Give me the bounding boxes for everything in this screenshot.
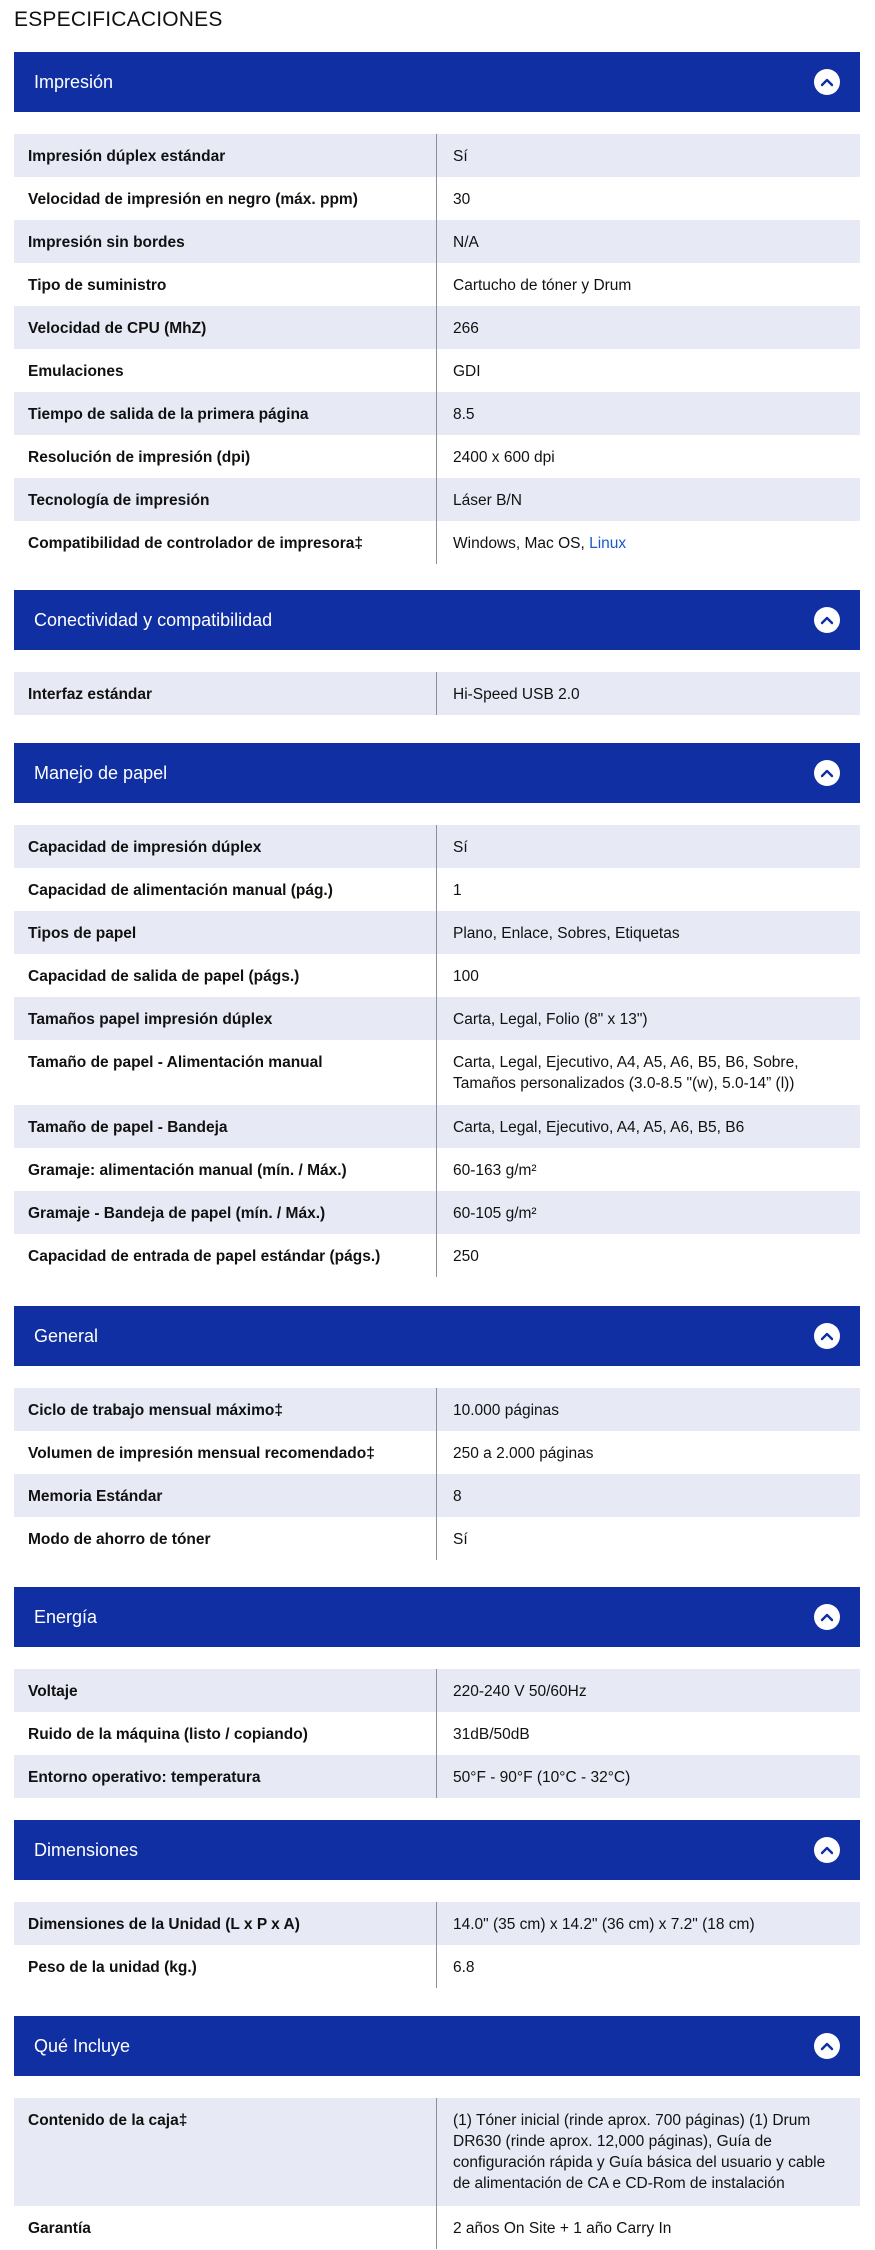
spec-label: Capacidad de entrada de papel estándar (págs.) <box>14 1234 437 1277</box>
spec-value <box>437 478 860 521</box>
spec-label: Modo de ahorro de tóner <box>14 1517 437 1560</box>
table-row <box>14 1755 860 1798</box>
spec-table-manejo-de-papel <box>14 825 860 1277</box>
chevron-up-icon[interactable] <box>814 1837 840 1863</box>
spec-value <box>437 177 860 220</box>
chevron-up-icon[interactable] <box>814 2033 840 2059</box>
spec-label: Impresión dúplex estándar <box>14 134 437 177</box>
table-row <box>14 1712 860 1755</box>
spec-value <box>437 997 860 1040</box>
table-row <box>14 1191 860 1234</box>
table-row <box>14 220 860 263</box>
spec-value <box>437 672 860 715</box>
spec-label: Tecnología de impresión <box>14 478 437 521</box>
spec-table-general <box>14 1388 860 1560</box>
spec-label: Ciclo de trabajo mensual máximo‡ <box>14 1388 437 1431</box>
spec-label: Dimensiones de la Unidad (L x P x A) <box>14 1902 437 1945</box>
spec-value-text: N/A <box>453 234 479 251</box>
table-row <box>14 825 860 868</box>
page-title: ESPECIFICACIONES <box>14 8 223 31</box>
spec-value-text: Sí <box>453 839 468 856</box>
table-row <box>14 997 860 1040</box>
spec-value <box>437 1712 860 1755</box>
spec-label: Capacidad de alimentación manual (pág.) <box>14 868 437 911</box>
table-row <box>14 349 860 392</box>
spec-label: Emulaciones <box>14 349 437 392</box>
table-row <box>14 954 860 997</box>
spec-value-text: Sí <box>453 1531 468 1548</box>
spec-value <box>437 2098 860 2206</box>
spec-value-text: 250 a 2.000 páginas <box>453 1445 594 1462</box>
spec-label: Velocidad de impresión en negro (máx. ppm) <box>14 177 437 220</box>
table-row <box>14 478 860 521</box>
spec-value-text: 10.000 páginas <box>453 1402 560 1419</box>
spec-value <box>437 263 860 306</box>
table-row <box>14 392 860 435</box>
spec-label: Garantía <box>14 2206 437 2249</box>
table-row <box>14 1517 860 1560</box>
spec-value <box>437 349 860 392</box>
spec-label: Velocidad de CPU (MhZ) <box>14 306 437 349</box>
table-row <box>14 1945 860 1988</box>
spec-value <box>437 435 860 478</box>
section-title: General <box>34 1325 99 1346</box>
chevron-up-icon[interactable] <box>814 1323 840 1349</box>
spec-label: Tamaño de papel - Alimentación manual <box>14 1040 437 1105</box>
spec-value-text: 8 <box>453 1488 462 1505</box>
spec-table-energia <box>14 1669 860 1798</box>
spec-value <box>437 220 860 263</box>
spec-value-text: Carta, Legal, Ejecutivo, A4, A5, A6, B5, B6 <box>453 1119 745 1136</box>
section-title: Qué Incluye <box>34 2035 131 2056</box>
spec-label: Capacidad de impresión dúplex <box>14 825 437 868</box>
spec-value <box>437 868 860 911</box>
spec-value <box>437 1234 860 1277</box>
spec-value <box>437 1148 860 1191</box>
spec-label: Tamaños papel impresión dúplex <box>14 997 437 1040</box>
table-row <box>14 1388 860 1431</box>
table-row <box>14 306 860 349</box>
spec-value <box>437 306 860 349</box>
section-header-energia[interactable] <box>14 1587 860 1647</box>
table-row <box>14 1474 860 1517</box>
spec-value-text: Windows, Mac OS, <box>453 535 590 552</box>
spec-value-text: 50°F - 90°F (10°C - 32°C) <box>453 1769 631 1786</box>
spec-label: Tipos de papel <box>14 911 437 954</box>
spec-value-text: Carta, Legal, Folio (8" x 13") <box>453 1011 648 1028</box>
table-row <box>14 1105 860 1148</box>
spec-label: Voltaje <box>14 1669 437 1712</box>
section-header-conectividad-y-compatibilidad[interactable] <box>14 590 860 650</box>
spec-label: Tiempo de salida de la primera página <box>14 392 437 435</box>
table-row <box>14 1902 860 1945</box>
spec-value <box>437 1755 860 1798</box>
spec-value-text: 2 años On Site + 1 año Carry In <box>453 2220 672 2237</box>
spec-table-dimensiones <box>14 1902 860 1988</box>
table-row <box>14 672 860 715</box>
spec-value-text: Cartucho de tóner y Drum <box>453 277 632 294</box>
section-header-impresion[interactable] <box>14 52 860 112</box>
spec-value-text: 60-105 g/m² <box>453 1205 537 1222</box>
spec-value-text: 30 <box>453 191 471 208</box>
spec-value <box>437 1105 860 1148</box>
spec-value-text: 14.0" (35 cm) x 14.2" (36 cm) x 7.2" (18 cm) <box>453 1916 755 1933</box>
spec-value-text: (1) Tóner inicial (rinde aprox. 700 páginas) (1) Drum DR630 (rinde aprox. 12,000 páginas), Guía de configuración rápida y Guía básica del usuario y cable de alimentación de CA e CD-Rom de instalación <box>453 2112 826 2192</box>
spec-value <box>437 825 860 868</box>
table-row <box>14 1669 860 1712</box>
spec-label: Gramaje - Bandeja de papel (mín. / Máx.) <box>14 1191 437 1234</box>
table-row <box>14 2098 860 2206</box>
spec-value <box>437 1669 860 1712</box>
section-header-dimensiones[interactable] <box>14 1820 860 1880</box>
spec-label: Interfaz estándar <box>14 672 437 715</box>
spec-value <box>437 2206 860 2249</box>
spec-value <box>437 1191 860 1234</box>
spec-value-text: 8.5 <box>453 406 475 423</box>
spec-value-text: 100 <box>453 968 479 985</box>
spec-value-text: 250 <box>453 1248 479 1265</box>
section-title: Impresión <box>34 71 114 92</box>
table-row <box>14 177 860 220</box>
spec-value <box>437 1431 860 1474</box>
table-row <box>14 911 860 954</box>
spec-table-conectividad-y-compatibilidad <box>14 672 860 715</box>
section-header-que-incluye[interactable] <box>14 2016 860 2076</box>
spec-value-text: 1 <box>453 882 462 899</box>
spec-value-text: GDI <box>453 363 481 380</box>
spec-value <box>437 1945 860 1988</box>
section-title: Dimensiones <box>34 1839 139 1860</box>
table-row <box>14 134 860 177</box>
section-header-manejo-de-papel[interactable] <box>14 743 860 803</box>
spec-label: Tamaño de papel - Bandeja <box>14 1105 437 1148</box>
spec-label: Ruido de la máquina (listo / copiando) <box>14 1712 437 1755</box>
spec-label: Capacidad de salida de papel (págs.) <box>14 954 437 997</box>
spec-value-text: Carta, Legal, Ejecutivo, A4, A5, A6, B5, B6, Sobre, Tamaños personalizados (3.0-8.5 "(w), 5.0-14” (l)) <box>453 1054 799 1092</box>
table-row <box>14 1040 860 1105</box>
table-row <box>14 1148 860 1191</box>
spec-value <box>437 1517 860 1560</box>
table-row <box>14 1234 860 1277</box>
spec-value-text: 31dB/50dB <box>453 1726 530 1743</box>
table-row <box>14 868 860 911</box>
spec-table-impresion <box>14 134 860 564</box>
spec-value-text: Plano, Enlace, Sobres, Etiquetas <box>453 925 680 942</box>
spec-label: Gramaje: alimentación manual (mín. / Máx.) <box>14 1148 437 1191</box>
section-title: Manejo de papel <box>34 762 168 783</box>
spec-label: Tipo de suministro <box>14 263 437 306</box>
spec-value <box>437 954 860 997</box>
spec-label: Contenido de la caja‡ <box>14 2098 437 2206</box>
spec-value-text: Sí <box>453 148 468 165</box>
spec-value <box>437 911 860 954</box>
spec-value-text: 220-240 V 50/60Hz <box>453 1683 587 1700</box>
spec-value-text: 2400 x 600 dpi <box>453 449 555 466</box>
spec-value-text: Hi-Speed USB 2.0 <box>453 686 580 703</box>
chevron-up-icon[interactable] <box>814 760 840 786</box>
spec-label: Peso de la unidad (kg.) <box>14 1945 437 1988</box>
spec-value <box>437 1474 860 1517</box>
spec-label: Resolución de impresión (dpi) <box>14 435 437 478</box>
spec-label: Entorno operativo: temperatura <box>14 1755 437 1798</box>
spec-value <box>437 1388 860 1431</box>
spec-value-text: 266 <box>453 320 479 337</box>
spec-label: Compatibilidad de controlador de impresora‡ <box>14 521 437 564</box>
section-title: Energía <box>34 1606 98 1627</box>
table-row <box>14 435 860 478</box>
spec-table-que-incluye <box>14 2098 860 2249</box>
table-row <box>14 521 860 564</box>
spec-value <box>437 392 860 435</box>
section-title: Conectividad y compatibilidad <box>34 609 273 630</box>
chevron-up-icon[interactable] <box>814 607 840 633</box>
spec-value-text: 6.8 <box>453 1959 475 1976</box>
spec-value <box>437 134 860 177</box>
spec-value <box>437 1040 860 1105</box>
spec-value-text: 60-163 g/m² <box>453 1162 537 1179</box>
spec-value <box>437 521 860 564</box>
spec-value-text: Láser B/N <box>453 492 522 509</box>
spec-value <box>437 1902 860 1945</box>
chevron-up-icon[interactable] <box>814 69 840 95</box>
spec-label: Volumen de impresión mensual recomendado‡ <box>14 1431 437 1474</box>
chevron-up-icon[interactable] <box>814 1604 840 1630</box>
spec-label: Memoria Estándar <box>14 1474 437 1517</box>
section-header-general[interactable] <box>14 1306 860 1366</box>
spec-label: Impresión sin bordes <box>14 220 437 263</box>
spec-value-link[interactable]: Linux <box>589 535 627 552</box>
table-row <box>14 263 860 306</box>
table-row <box>14 2206 860 2249</box>
table-row <box>14 1431 860 1474</box>
